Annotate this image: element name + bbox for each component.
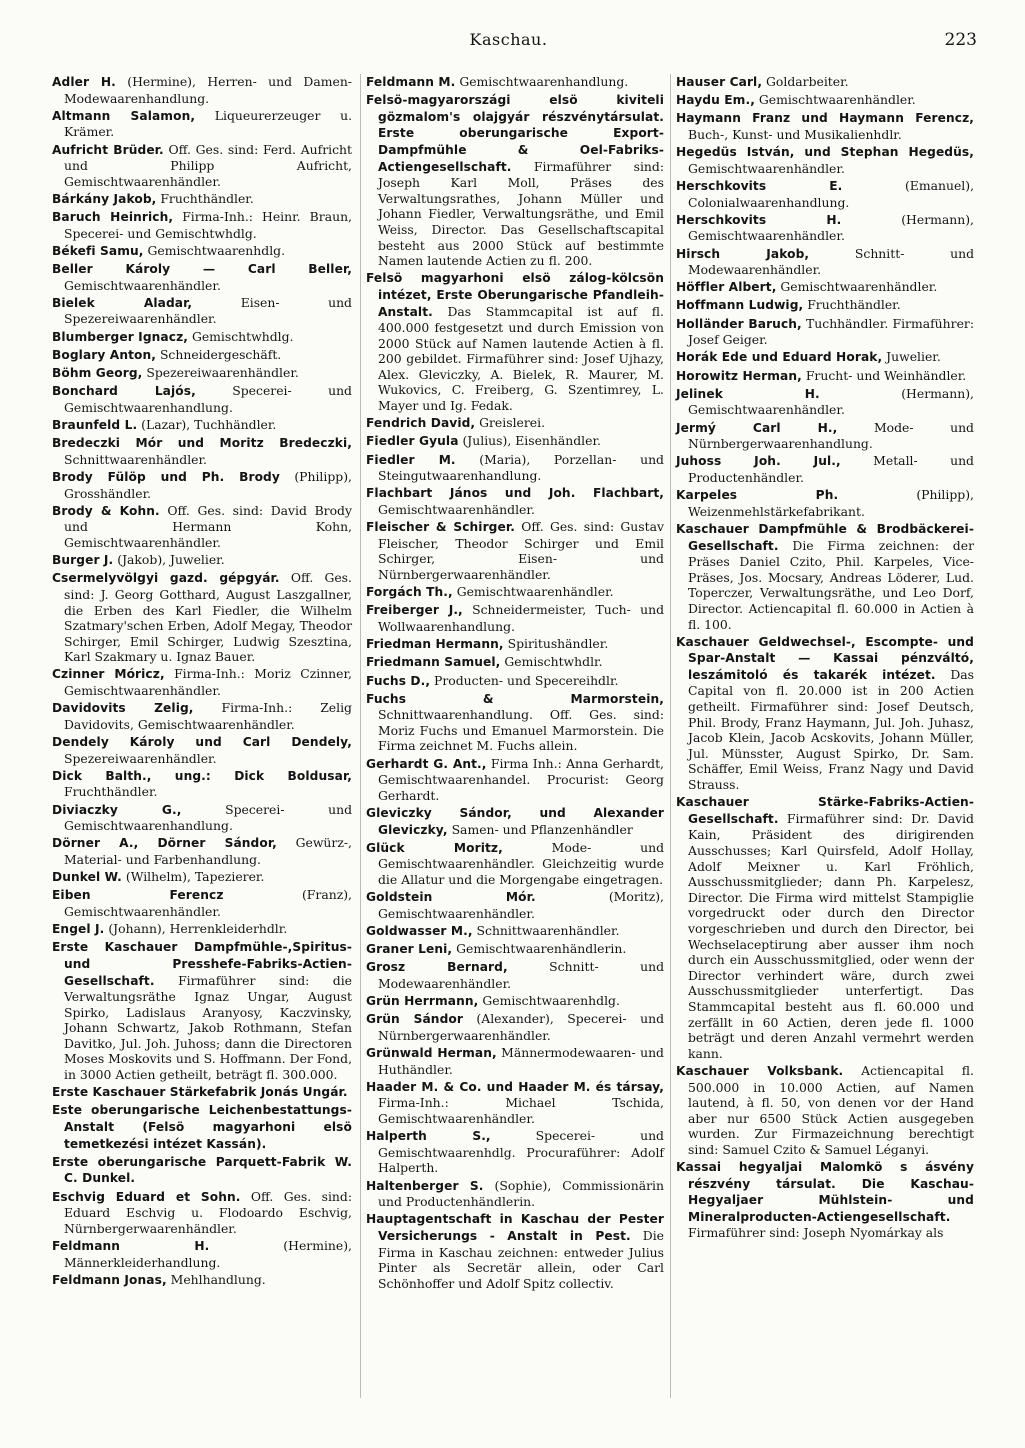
- entry-description: Spezereiwaarenhändler.: [142, 365, 299, 381]
- directory-entry: [52, 1084, 352, 1101]
- entry-name: Diviaczky G.,: [52, 802, 182, 817]
- entry-name: Kassai hegyaljai Malomkö s ásvény részvény társulat. Die Kaschau-Hegyaljaer Mühlstein- und Mineralproducten-Actiengesellschaft.: [676, 1160, 974, 1224]
- entry-description: Spiritushändler.: [503, 636, 609, 652]
- entry-name: Haltenberger S.: [366, 1178, 484, 1193]
- directory-entry: [366, 840, 664, 888]
- entry-description: Die Firma in Kaschau zeichnen: entweder Julius Pinter als Secretär allein, oder Carl Schönhoffer und Adolf Spitz collectiv.: [378, 1228, 665, 1291]
- entry-name: Hauptagentschaft in Kaschau der Pester Versicherungs - Anstalt in Pest.: [366, 1212, 664, 1243]
- entry-description: Buch-, Kunst- und Musikalienhdlr.: [688, 126, 902, 142]
- entry-name: Glück Moritz,: [366, 840, 503, 855]
- entry-description: Frucht- und Weinhändler.: [801, 367, 967, 383]
- entry-description: Gemischtwaarenhändler.: [378, 502, 535, 517]
- entry-name: Eschvig Eduard et Sohn.: [52, 1189, 241, 1204]
- entry-name: Haymann Franz und Haymann Ferencz,: [676, 111, 974, 126]
- entry-name: Brody Fülöp und Ph. Brody: [52, 469, 280, 484]
- directory-entry: [366, 602, 664, 634]
- entry-description: Specerei- und Gemischtwaarenhdlg. Procuraführer: Adolf Halperth.: [378, 1128, 664, 1176]
- entry-description: Specerei- und Gemischtwaarenhandlung.: [64, 383, 352, 415]
- directory-entry: [52, 1102, 352, 1152]
- directory-entry: [52, 939, 352, 1082]
- page-title: Kaschau.: [469, 30, 548, 49]
- entry-name: Gleviczky Sándor, und Alexander Gleviczky,: [366, 806, 664, 837]
- entry-description: Gemischtwaarenhdlg.: [478, 993, 620, 1009]
- directory-entry: [366, 74, 664, 91]
- directory-entry: [52, 108, 352, 140]
- entry-description: Firmaführer sind: die Verwaltungsräthe Ignaz Ungar, August Spirko, Ladislaus Aranyosy, Kaczvinsky, Johann Schwartz, Jakob Rothmann, Stefan Davitko, Jul. Joh. Juhoss; dann die Directoren Moses Moskovits und S. Hoffmann. Der Fond, in 3000 Actien getheilt, beträgt fl. 300.000.: [64, 972, 353, 1083]
- directory-entry: [52, 802, 352, 834]
- entry-description: (Philipp), Weizenmehlstärkefabrikant.: [688, 487, 974, 519]
- entry-description: Gemischtwhdlr.: [500, 654, 603, 670]
- page-number: 223: [944, 30, 977, 50]
- entry-name: Eiben Ferencz: [52, 888, 224, 903]
- entry-name: Kaschauer Volksbank.: [676, 1063, 844, 1078]
- entry-name: Bárkány Jakob,: [52, 191, 157, 206]
- entry-name: Erste Kaschauer Dampfmühle-,Spiritus- und Presshefe-Fabriks-Actien-Gesellschaft.: [52, 940, 352, 988]
- directory-entry: [676, 144, 974, 176]
- entry-name: Este oberungarische Leichenbestattungs-Anstalt (Felsö magyarhoni elsö temetkezési intézet Kassán).: [52, 1103, 352, 1151]
- entry-description: Schneidergeschäft.: [156, 346, 282, 362]
- directory-entry: [366, 584, 664, 601]
- directory-entry: [366, 673, 664, 690]
- entry-name: Felsö magyarhoni elsö zálog-kölcsön intézet, Erste Oberungarische Pfandleih-Anstalt.: [366, 271, 664, 319]
- entry-name: Höffler Albert,: [676, 280, 777, 295]
- entry-description: Gewürz-, Material- und Farbenhandlung.: [64, 835, 352, 867]
- entry-name: Feldmann H.: [52, 1238, 210, 1253]
- directory-entry: [366, 452, 664, 484]
- entry-description: (Alexander), Specerei- und Nürnbergerwaarenhändler.: [378, 1011, 665, 1043]
- directory-entry: [366, 691, 664, 754]
- directory-entry: [366, 959, 664, 991]
- entry-description: Schneidermeister, Tuch- und Wollwaarenhandlung.: [378, 602, 664, 634]
- directory-entry: [52, 191, 352, 208]
- entry-description: Firmaführer sind: Dr. David Kain, Präsident des dirigirenden Ausschusses; Karl Quirsfeld, Adolf Hollay, Adolf Meixner u. Karl Fröhlich, Ausschussmitglieder; dann Ph. Karpelesz, Director. Die Firma wird mittelst Stampiglie vorgedruckt oder durch den Director vorgeschrieben und durch den Director, bei Wechselaceptirung aber ausser ihm noch durch ein Ausschussmitglied, oder wenn der Director verhindert wäre, durch zwei Ausschussmitglieder unterfertigt. Das Stammcapital besteht aus fl. 60.000 und zerfällt in 60 Actien, deren jede fl. 1000 beträgt und deren Anzahl vermehrt werden kann.: [688, 810, 974, 1061]
- entry-name: Friedmann Samuel,: [366, 655, 501, 670]
- directory-entry: [676, 92, 974, 109]
- directory-entry: [366, 923, 664, 940]
- entry-description: Das Capital von fl. 20.000 ist in 200 Actien getheilt. Firmaführer sind: Josef Deutsch, Phil. Brody, Franz Haymann, Jul. Joh. Juhasz, Jacob Klein, Jacob Acskovits, Johann Müller, Jul. Münsster, August Spirko, Dr. Sam. Schäffer, Emil Weiss, Franz Nagy und David Strauss.: [688, 666, 975, 793]
- entry-name: Graner Leni,: [366, 942, 453, 957]
- entry-description: (Moritz), Gemischtwaarenhändler.: [378, 889, 664, 921]
- directory-entry: [366, 1011, 664, 1043]
- entry-description: Greislerei.: [475, 415, 546, 431]
- directory-entry: [52, 142, 352, 190]
- entry-description: Firma-Inh.: Zelig Davidovits, Gemischtwaarenhändler.: [64, 700, 352, 732]
- directory-entry: [366, 993, 664, 1010]
- entry-name: Haader M. & Co. und Haader M. és társay,: [366, 1079, 664, 1094]
- entry-name: Grosz Bernard,: [366, 960, 508, 975]
- entry-description: (Jakob), Juwelier.: [113, 552, 225, 568]
- entry-name: Adler H.: [52, 75, 116, 89]
- entry-description: Specerei- und Gemischtwaarenhandlung.: [64, 801, 352, 834]
- entry-name: Juhoss Joh. Jul.,: [676, 454, 841, 469]
- directory-entry: [52, 1272, 352, 1289]
- entry-description: Producten- und Specereihdlr.: [430, 672, 619, 688]
- entry-name: Horowitz Herman,: [676, 368, 802, 383]
- directory-entry: [52, 503, 352, 551]
- entry-name: Dendely Károly und Carl Dendely,: [52, 735, 352, 750]
- column-1: [52, 74, 352, 1290]
- entry-name: Kaschauer Geldwechsel-, Escompte- und Spar-Anstalt — Kassai pénzváltó, leszámitoló és takarék intézet.: [676, 634, 974, 682]
- directory-entry: [676, 1159, 974, 1241]
- entry-name: Bielek Aladar,: [52, 295, 193, 310]
- entry-name: Bredeczki Mór und Moritz Bredeczki,: [52, 436, 352, 451]
- entry-name: Dörner A., Dörner Sándor,: [52, 836, 277, 851]
- entry-name: Beller Károly — Carl Beller,: [52, 262, 352, 277]
- entry-description: Off. Ges. sind: Eduard Eschvig u. Flodoardo Eschvig, Nürnbergerwaarenhändler.: [64, 1188, 352, 1236]
- entry-description: Gemischtwaarenhdlg.: [143, 242, 286, 258]
- entry-name: Karpeles Ph.: [676, 488, 839, 503]
- entry-name: Horák Ede und Eduard Horak,: [676, 350, 883, 365]
- entry-description: Actiencapital fl. 500.000 in 10.000 Actien, auf Namen lautend, à fl. 50, von denen vor der Hand aber nur 6500 Stück Actien ausgegeben wurden. Zur Firmazeichnung berechtigt sind: Samuel Czito & Samuel Léganyi.: [688, 1062, 974, 1157]
- directory-entry: [52, 869, 352, 886]
- entry-description: Eisen- und Spezereiwaarenhändler.: [64, 294, 352, 327]
- entry-name: Dick Balth., ung.: Dick Boldusar,: [52, 768, 352, 783]
- directory-entry: [676, 1063, 974, 1158]
- directory-entry: [366, 92, 664, 269]
- entry-name: Grün Herrmann,: [366, 994, 479, 1009]
- entry-name: Fuchs & Marmorstein,: [366, 691, 664, 706]
- entry-name: Goldwasser M.,: [366, 923, 473, 938]
- entry-description: (Julius), Eisenhändler.: [458, 433, 601, 449]
- entry-description: (Hermine), Herren- und Damen-Modewaarenhandlung.: [64, 74, 352, 106]
- directory-entry: [676, 521, 974, 632]
- directory-entry: [366, 1178, 664, 1210]
- directory-entry: [52, 243, 352, 260]
- entry-description: Gemischtwaarenhändlerin.: [452, 941, 627, 957]
- entry-name: Flachbart János und Joh. Flachbart,: [366, 486, 664, 501]
- directory-entry: [366, 654, 664, 671]
- entry-name: Fleischer & Schirger.: [366, 520, 515, 535]
- directory-entry: [52, 261, 352, 293]
- entry-name: Kaschauer Dampfmühle & Brodbäckerei-Gesellschaft.: [676, 521, 974, 553]
- column-divider: [670, 74, 671, 1398]
- entry-name: Békefi Samu,: [52, 243, 144, 258]
- entry-description: (Sophie), Commissionärin und Productenhändlerin.: [378, 1177, 664, 1210]
- entry-name: Dunkel W.: [52, 870, 122, 885]
- column-2: [366, 74, 664, 1293]
- entry-description: (Franz), Gemischtwaarenhändler.: [64, 887, 352, 919]
- entry-name: Fuchs D.,: [366, 673, 431, 688]
- entry-description: Gemischtwaarenhändler.: [452, 584, 614, 600]
- entry-description: Schnitt- und Modewaarenhändler.: [688, 245, 975, 278]
- directory-entry: [52, 921, 352, 938]
- entry-description: (Emanuel), Colonialwaarenhandlung.: [688, 177, 975, 210]
- entry-name: Feldmann Jonas,: [52, 1272, 167, 1287]
- entry-description: Firma-Inh.: Michael Tschida, Gemischtwaarenhändler.: [378, 1095, 664, 1127]
- entry-description: (Maria), Porzellan- und Steingutwaarenhandlung.: [378, 451, 664, 484]
- entry-description: (Philipp), Grosshändler.: [64, 468, 352, 501]
- entry-description: Gemischtwaarenhändler.: [754, 92, 916, 108]
- entry-description: Spezereiwaarenhändler.: [64, 750, 217, 766]
- directory-entry: [52, 700, 352, 732]
- entry-description: Das Stammcapital ist auf fl. 400.000 festgesetzt und durch Emission von 2000 Stück auf Namen lautende Actien à fl. 200 gebildet. Firmaführer sind: Josef Ujhazy, Alex. Gleviczky, A. Bielek, R. Maurer, M. Wukovics, C. Freiberg, G. Szentimrey, L. Mayer und Ig. Fedak.: [378, 303, 664, 414]
- directory-entry: [52, 383, 352, 415]
- entry-name: Hauser Carl,: [676, 75, 763, 89]
- directory-entry: [676, 634, 974, 793]
- directory-entry: [52, 1238, 352, 1270]
- entry-description: (Wilhelm), Tapezierer.: [121, 869, 265, 885]
- entry-description: Firmaführer sind: Joseph Nyomárkay als: [688, 1225, 944, 1241]
- directory-entry: [52, 209, 352, 241]
- entry-name: Hoffmann Ludwig,: [676, 298, 804, 313]
- directory-entry: [676, 420, 974, 452]
- entry-description: Firma-Inh.: Heinr. Braun, Specerei- und Gemischtwhdlg.: [64, 209, 352, 241]
- directory-entry: [676, 487, 974, 519]
- entry-name: Boglary Anton,: [52, 347, 156, 362]
- directory-entry: [366, 1211, 664, 1291]
- column-3: [676, 74, 974, 1243]
- directory-entry: [366, 889, 664, 921]
- entry-description: Die Firma zeichnen: der Präses Daniel Czito, Phil. Karpeles, Vice-Präses, Jos. Mocsary, Andreas Löderer, Lud. Toperczer, Verwaltungsräthe, und Leo Dorf, Director. Actiencapital fl. 60.000 in Actien à fl. 100.: [688, 537, 974, 632]
- entry-description: Mode- und Gemischtwaarenhändler. Gleichzeitig wurde die Allatur und die Morgengabe eingetragen.: [378, 839, 664, 887]
- entry-name: Burger J.: [52, 553, 114, 568]
- entry-description: Firma Inh.: Anna Gerhardt, Gemischtwaarenhandel. Procurist: Georg Gerhardt.: [378, 755, 664, 803]
- directory-entry: [52, 329, 352, 346]
- entry-name: Engel J.: [52, 922, 105, 937]
- directory-entry: [676, 453, 974, 485]
- directory-entry: [52, 74, 352, 106]
- entry-description: Liqueurerzeuger u. Krämer.: [64, 107, 353, 140]
- entry-name: Erste Kaschauer Stärkefabrik Jonás Ungár.: [52, 1085, 348, 1100]
- entry-name: Böhm Georg,: [52, 366, 143, 381]
- directory-entry: [52, 1189, 352, 1237]
- entry-name: Hegedüs István, und Stephan Hegedüs,: [676, 145, 974, 160]
- entry-description: (Hermann), Gemischtwaarenhändler.: [688, 385, 974, 418]
- entry-description: (Hermine), Männerkleiderhandlung.: [64, 1237, 352, 1270]
- entry-name: Fiedler Gyula: [366, 434, 459, 449]
- entry-description: Schnittwaarenhandlung. Off. Ges. sind: Moriz Fuchs und Emanuel Marmorstein. Die Firma zeichnet M. Fuchs allein.: [378, 707, 664, 754]
- entry-description: Schnittwaarenhändler.: [64, 451, 207, 467]
- directory-entry: [52, 666, 352, 698]
- entry-description: Schnittwaarenhändler.: [472, 922, 620, 938]
- entry-description: (Hermann), Gemischtwaarenhändler.: [688, 211, 974, 244]
- entry-name: Forgách Th.,: [366, 585, 453, 600]
- directory-entry: [676, 246, 974, 278]
- directory-entry: [52, 734, 352, 766]
- entry-name: Hirsch Jakob,: [676, 246, 810, 261]
- entry-name: Csermelyvölgyi gazd. gépgyár.: [52, 571, 280, 586]
- directory-entry: [676, 349, 974, 366]
- directory-entry: [52, 1154, 352, 1187]
- entry-description: Gemischtwaarenhändler.: [776, 279, 938, 295]
- directory-entry: [676, 316, 974, 348]
- entry-description: Gemischtwaarenhändler.: [688, 160, 845, 176]
- entry-name: Fendrich David,: [366, 416, 476, 431]
- entry-description: Männermodewaaren- und Huthändler.: [378, 1045, 664, 1077]
- entry-name: Fiedler M.: [366, 452, 456, 467]
- entry-name: Altmann Salamon,: [52, 108, 196, 123]
- entry-description: Mode- und Nürnbergerwaarenhandlung.: [688, 419, 974, 452]
- entry-description: Gemischtwaarenhändler.: [64, 277, 221, 293]
- directory-entry: [676, 74, 974, 91]
- entry-description: Off. Ges. sind: J. Georg Gotthard, August Laszgallner, die Erben des Karl Fiedler, die Wilhelm Szatmary'schen Erben, Adolf Megay, Theodor Schirger, Emil Schirger, Ludwig Szesztina, Karl Szakmary u. Ignaz Bauer.: [64, 570, 352, 665]
- entry-name: Erste oberungarische Parquett-Fabrik W. C. Dunkel.: [52, 1154, 352, 1186]
- directory-entry: [676, 279, 974, 296]
- directory-entry: [366, 519, 664, 582]
- directory-entry: [52, 435, 352, 467]
- directory-entry: [52, 295, 352, 327]
- entry-description: Metall- und Productenhändler.: [688, 453, 974, 485]
- entry-name: Baruch Heinrich,: [52, 210, 174, 225]
- directory-entry: [366, 485, 664, 517]
- entry-description: (Johann), Herrenkleiderhdlr.: [104, 921, 288, 937]
- entry-name: Felsö-magyarországi elsö kiviteli gözmalom's olajgyár részvénytársulat. Erste oberungarische Export-Dampfmühle & Oel-Fabriks-Actiengesellschaft.: [366, 93, 664, 174]
- entry-description: Juwelier.: [882, 349, 941, 365]
- entry-name: Bonchard Lajós,: [52, 384, 196, 399]
- directory-entry: [52, 552, 352, 569]
- entry-name: Blumberger Ignacz,: [52, 329, 188, 344]
- entry-name: Grün Sándor: [366, 1012, 463, 1027]
- directory-entry: [366, 941, 664, 958]
- entry-description: Schnitt- und Modewaarenhändler.: [378, 959, 664, 991]
- directory-entry: [366, 805, 664, 838]
- entry-name: Feldmann M.: [366, 75, 456, 89]
- directory-entry: [52, 347, 352, 364]
- entry-description: Gemischtwaarenhandlung.: [455, 74, 629, 89]
- entry-name: Friedman Hermann,: [366, 637, 504, 652]
- directory-entry: [676, 110, 974, 142]
- directory-entry: [52, 417, 352, 434]
- entry-description: Off. Ges. sind: Gustav Fleischer, Theodor Schirger und Emil Schirger, Eisen- und Nürnbergerwaarenhändler.: [378, 519, 664, 582]
- directory-entry: [676, 297, 974, 314]
- entry-name: Goldstein Mór.: [366, 890, 536, 905]
- entry-description: Goldarbeiter.: [762, 74, 849, 89]
- entry-description: Mehlhandlung.: [166, 1271, 266, 1287]
- entry-description: Gemischtwhdlg.: [188, 328, 294, 344]
- directory-entry: [366, 1079, 664, 1127]
- entry-name: Haydu Em.,: [676, 93, 755, 108]
- entry-description: Firmaführer sind: Joseph Karl Moll, Präses des Verwaltungsrathes, Johann Müller und Johann Fiedler, Verwaltungsräthe, und Emil Weiss, Director. Das Gesellschaftscapital besteht aus 2000 Stück auf bestimmte Namen lautende Actien zu fl. 200.: [378, 158, 664, 269]
- entry-description: Samen- und Pflanzenhändler: [447, 821, 633, 837]
- directory-entry: [52, 835, 352, 867]
- entry-name: Brody & Kohn.: [52, 503, 160, 518]
- entry-description: Fruchthändler.: [64, 784, 158, 800]
- directory-entry: [52, 570, 352, 665]
- entry-name: Jelinek H.: [676, 386, 820, 401]
- directory-entry: [676, 386, 974, 418]
- entry-name: Kaschauer Stärke-Fabriks-Actien-Gesellschaft.: [676, 795, 974, 826]
- entry-description: Off. Ges. sind: David Brody und Hermann Kohn, Gemischtwaarenhändler.: [64, 502, 352, 550]
- entry-name: Freiberger J.,: [366, 603, 463, 618]
- entry-name: Davidovits Zelig,: [52, 701, 194, 716]
- entry-description: Fruchthändler.: [156, 190, 254, 206]
- directory-entry: [366, 433, 664, 450]
- entry-description: Firma-Inh.: Moriz Czinner, Gemischtwaarenhändler.: [64, 666, 352, 699]
- directory-entry: [676, 178, 974, 210]
- directory-entry: [366, 636, 664, 653]
- page-header: [40, 30, 977, 54]
- directory-entry: [52, 768, 352, 800]
- entry-description: Tuchhändler. Firmaführer: Josef Geiger.: [688, 315, 974, 348]
- directory-entry: [366, 1045, 664, 1077]
- entry-name: Herschkovits E.: [676, 178, 843, 193]
- entry-description: Off. Ges. sind: Ferd. Aufricht und Philipp Aufricht, Gemischtwaarenhändler.: [64, 141, 352, 189]
- column-divider: [360, 74, 361, 1398]
- entry-name: Jermý Carl H.,: [676, 420, 838, 435]
- entry-name: Holländer Baruch,: [676, 316, 802, 331]
- entry-name: Braunfeld L.: [52, 418, 138, 432]
- directory-entry: [366, 756, 664, 804]
- entry-name: Halperth S.,: [366, 1129, 491, 1144]
- directory-entry: [676, 368, 974, 385]
- directory-entry: [52, 887, 352, 919]
- entry-name: Aufricht Brüder.: [52, 142, 164, 157]
- directory-entry: [366, 270, 664, 413]
- entry-name: Czinner Móricz,: [52, 667, 165, 682]
- directory-entry: [366, 1128, 664, 1176]
- entry-description: (Lazar), Tuchhändler.: [137, 417, 277, 432]
- directory-entry: [52, 469, 352, 501]
- directory-entry: [366, 415, 664, 432]
- entry-name: Grünwald Herman,: [366, 1046, 497, 1061]
- directory-entry: [52, 365, 352, 382]
- directory-entry: [676, 794, 974, 1061]
- entry-name: Herschkovits H.: [676, 212, 842, 227]
- directory-entry: [676, 212, 974, 244]
- entry-description: Fruchthändler.: [803, 297, 901, 313]
- entry-name: Gerhardt G. Ant.,: [366, 756, 487, 771]
